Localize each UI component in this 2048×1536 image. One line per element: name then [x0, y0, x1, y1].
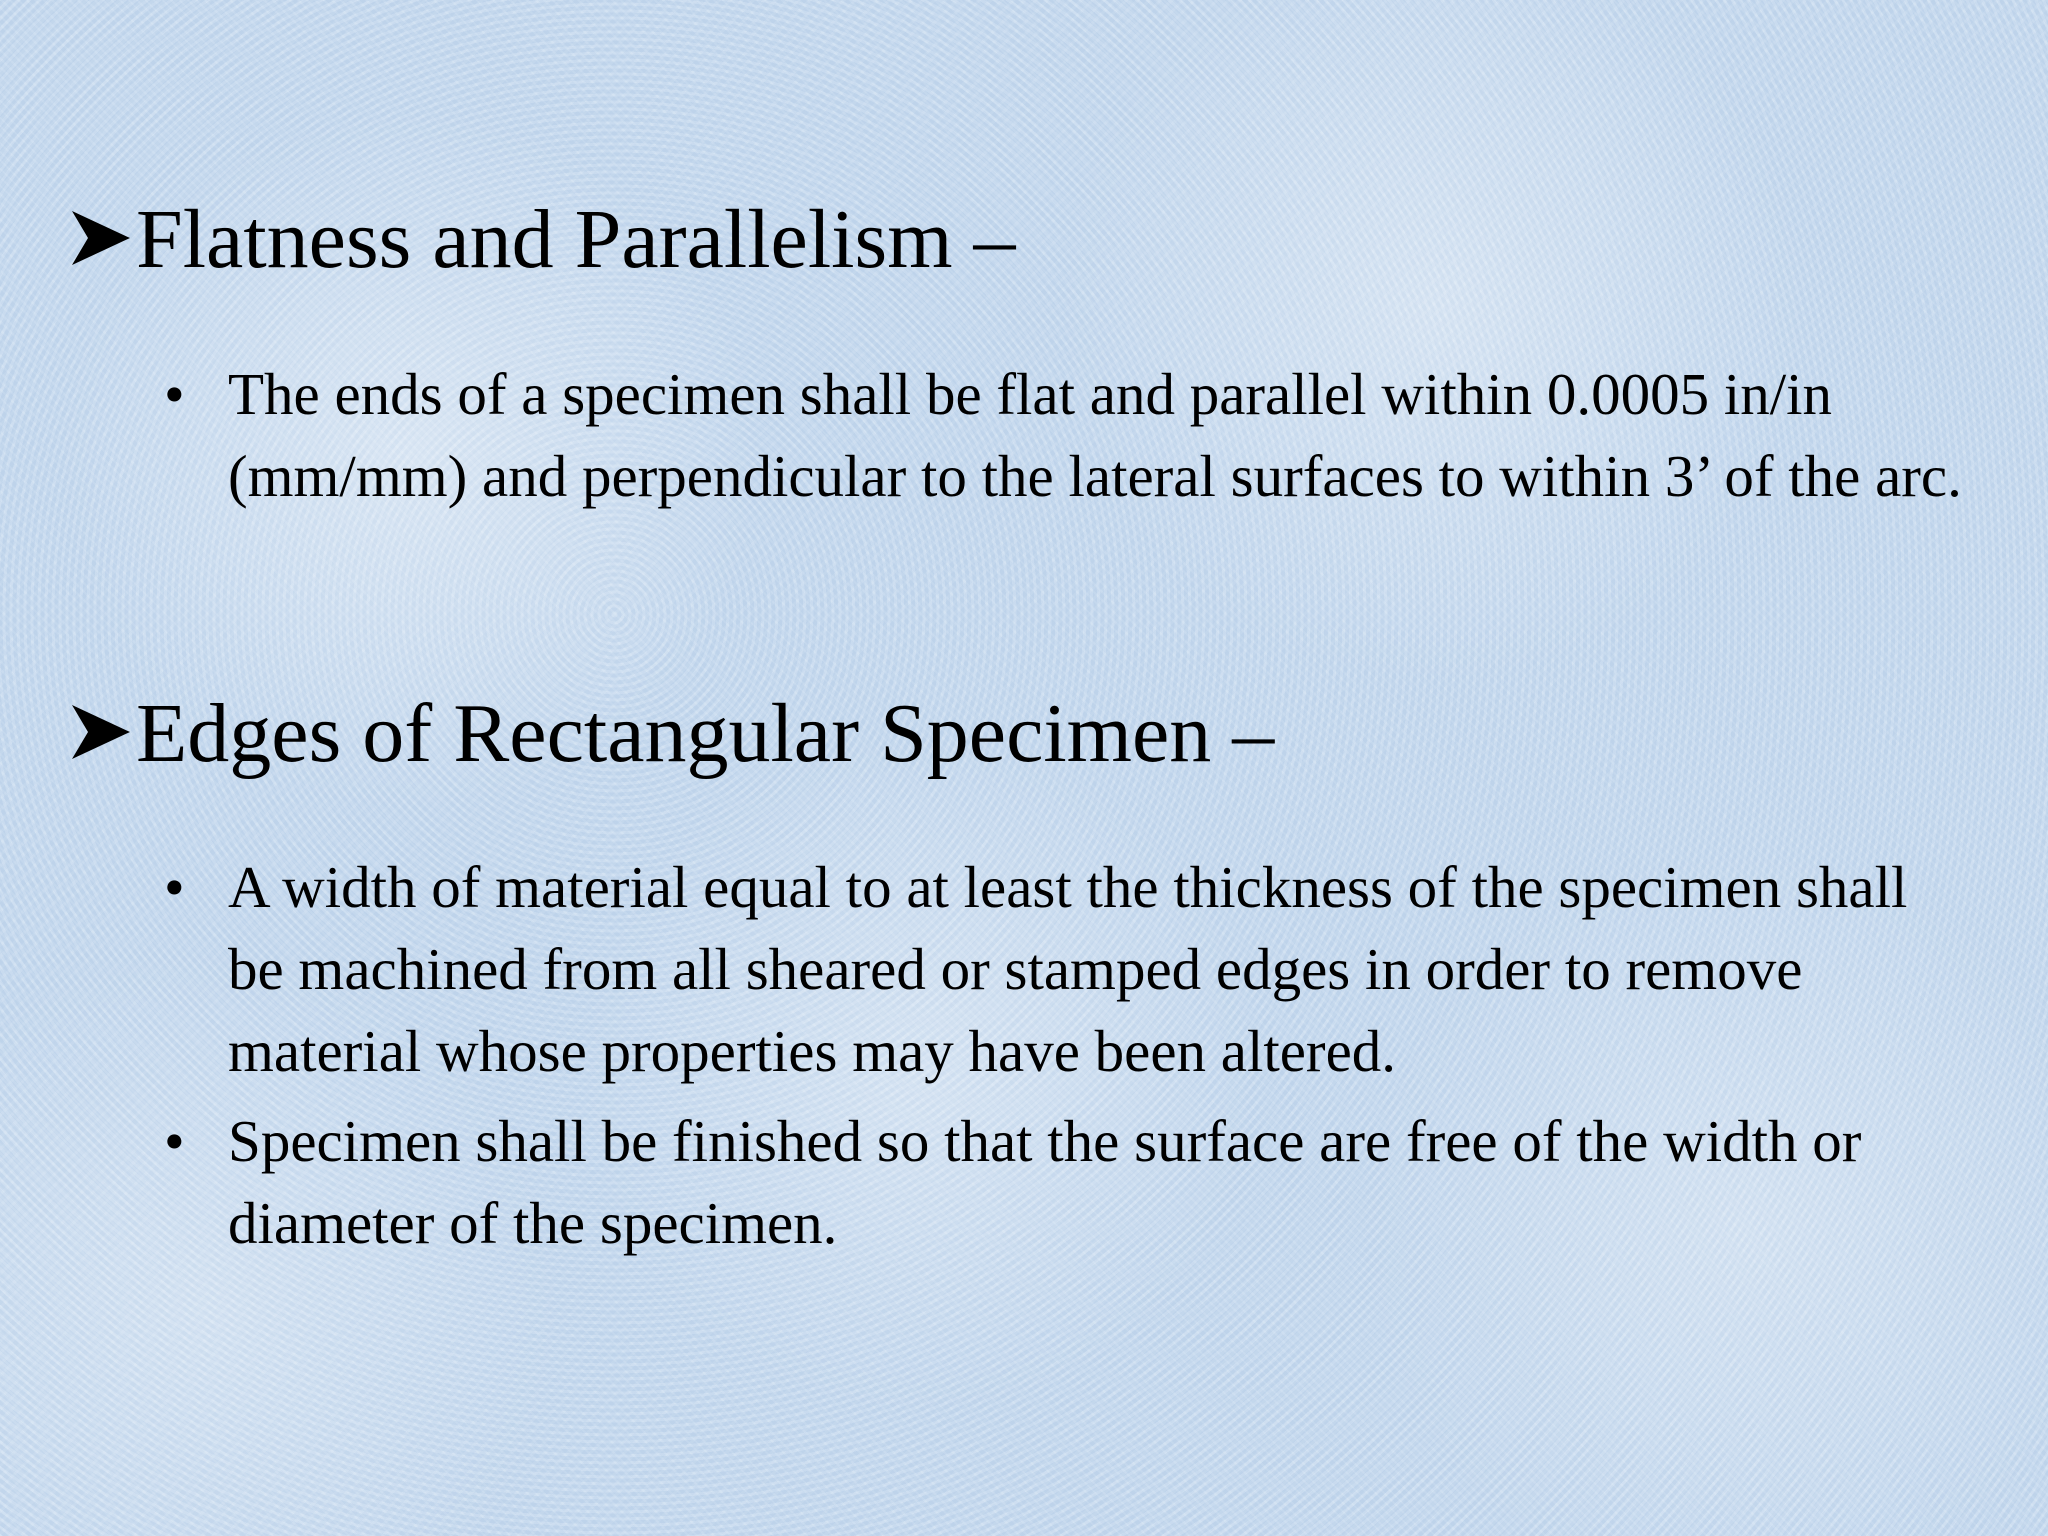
bullet-dot: • [164, 1108, 185, 1174]
section-heading-text: Flatness and Parallelism – [136, 193, 1016, 286]
bullet-dot: • [164, 854, 185, 920]
bullet-text: The ends of a specimen shall be flat and parallel within 0.0005 in/in (mm/mm) and perpendicular to the lateral surfaces to within 3’ of the arc. [228, 361, 1962, 509]
section-heading-text: Edges of Rectangular Specimen – [136, 687, 1275, 780]
list-item [164, 846, 1974, 1092]
section-heading-flatness [68, 193, 1016, 286]
arrowhead-bullet-icon [68, 699, 134, 765]
bullet-dot: • [164, 361, 185, 427]
bullet-list-flatness [164, 353, 1974, 517]
section-heading-edges [68, 687, 1275, 780]
bullet-text: Specimen shall be finished so that the surface are free of the width or diameter of the specimen. [228, 1108, 1862, 1256]
arrowhead-bullet-icon [68, 205, 134, 271]
list-item [164, 1100, 1974, 1264]
list-item [164, 353, 1974, 517]
bullet-text: A width of material equal to at least the thickness of the specimen shall be machined from all sheared or stamped edges in order to remove material whose properties may have been altered. [228, 854, 1908, 1084]
bullet-list-edges [164, 846, 1974, 1264]
